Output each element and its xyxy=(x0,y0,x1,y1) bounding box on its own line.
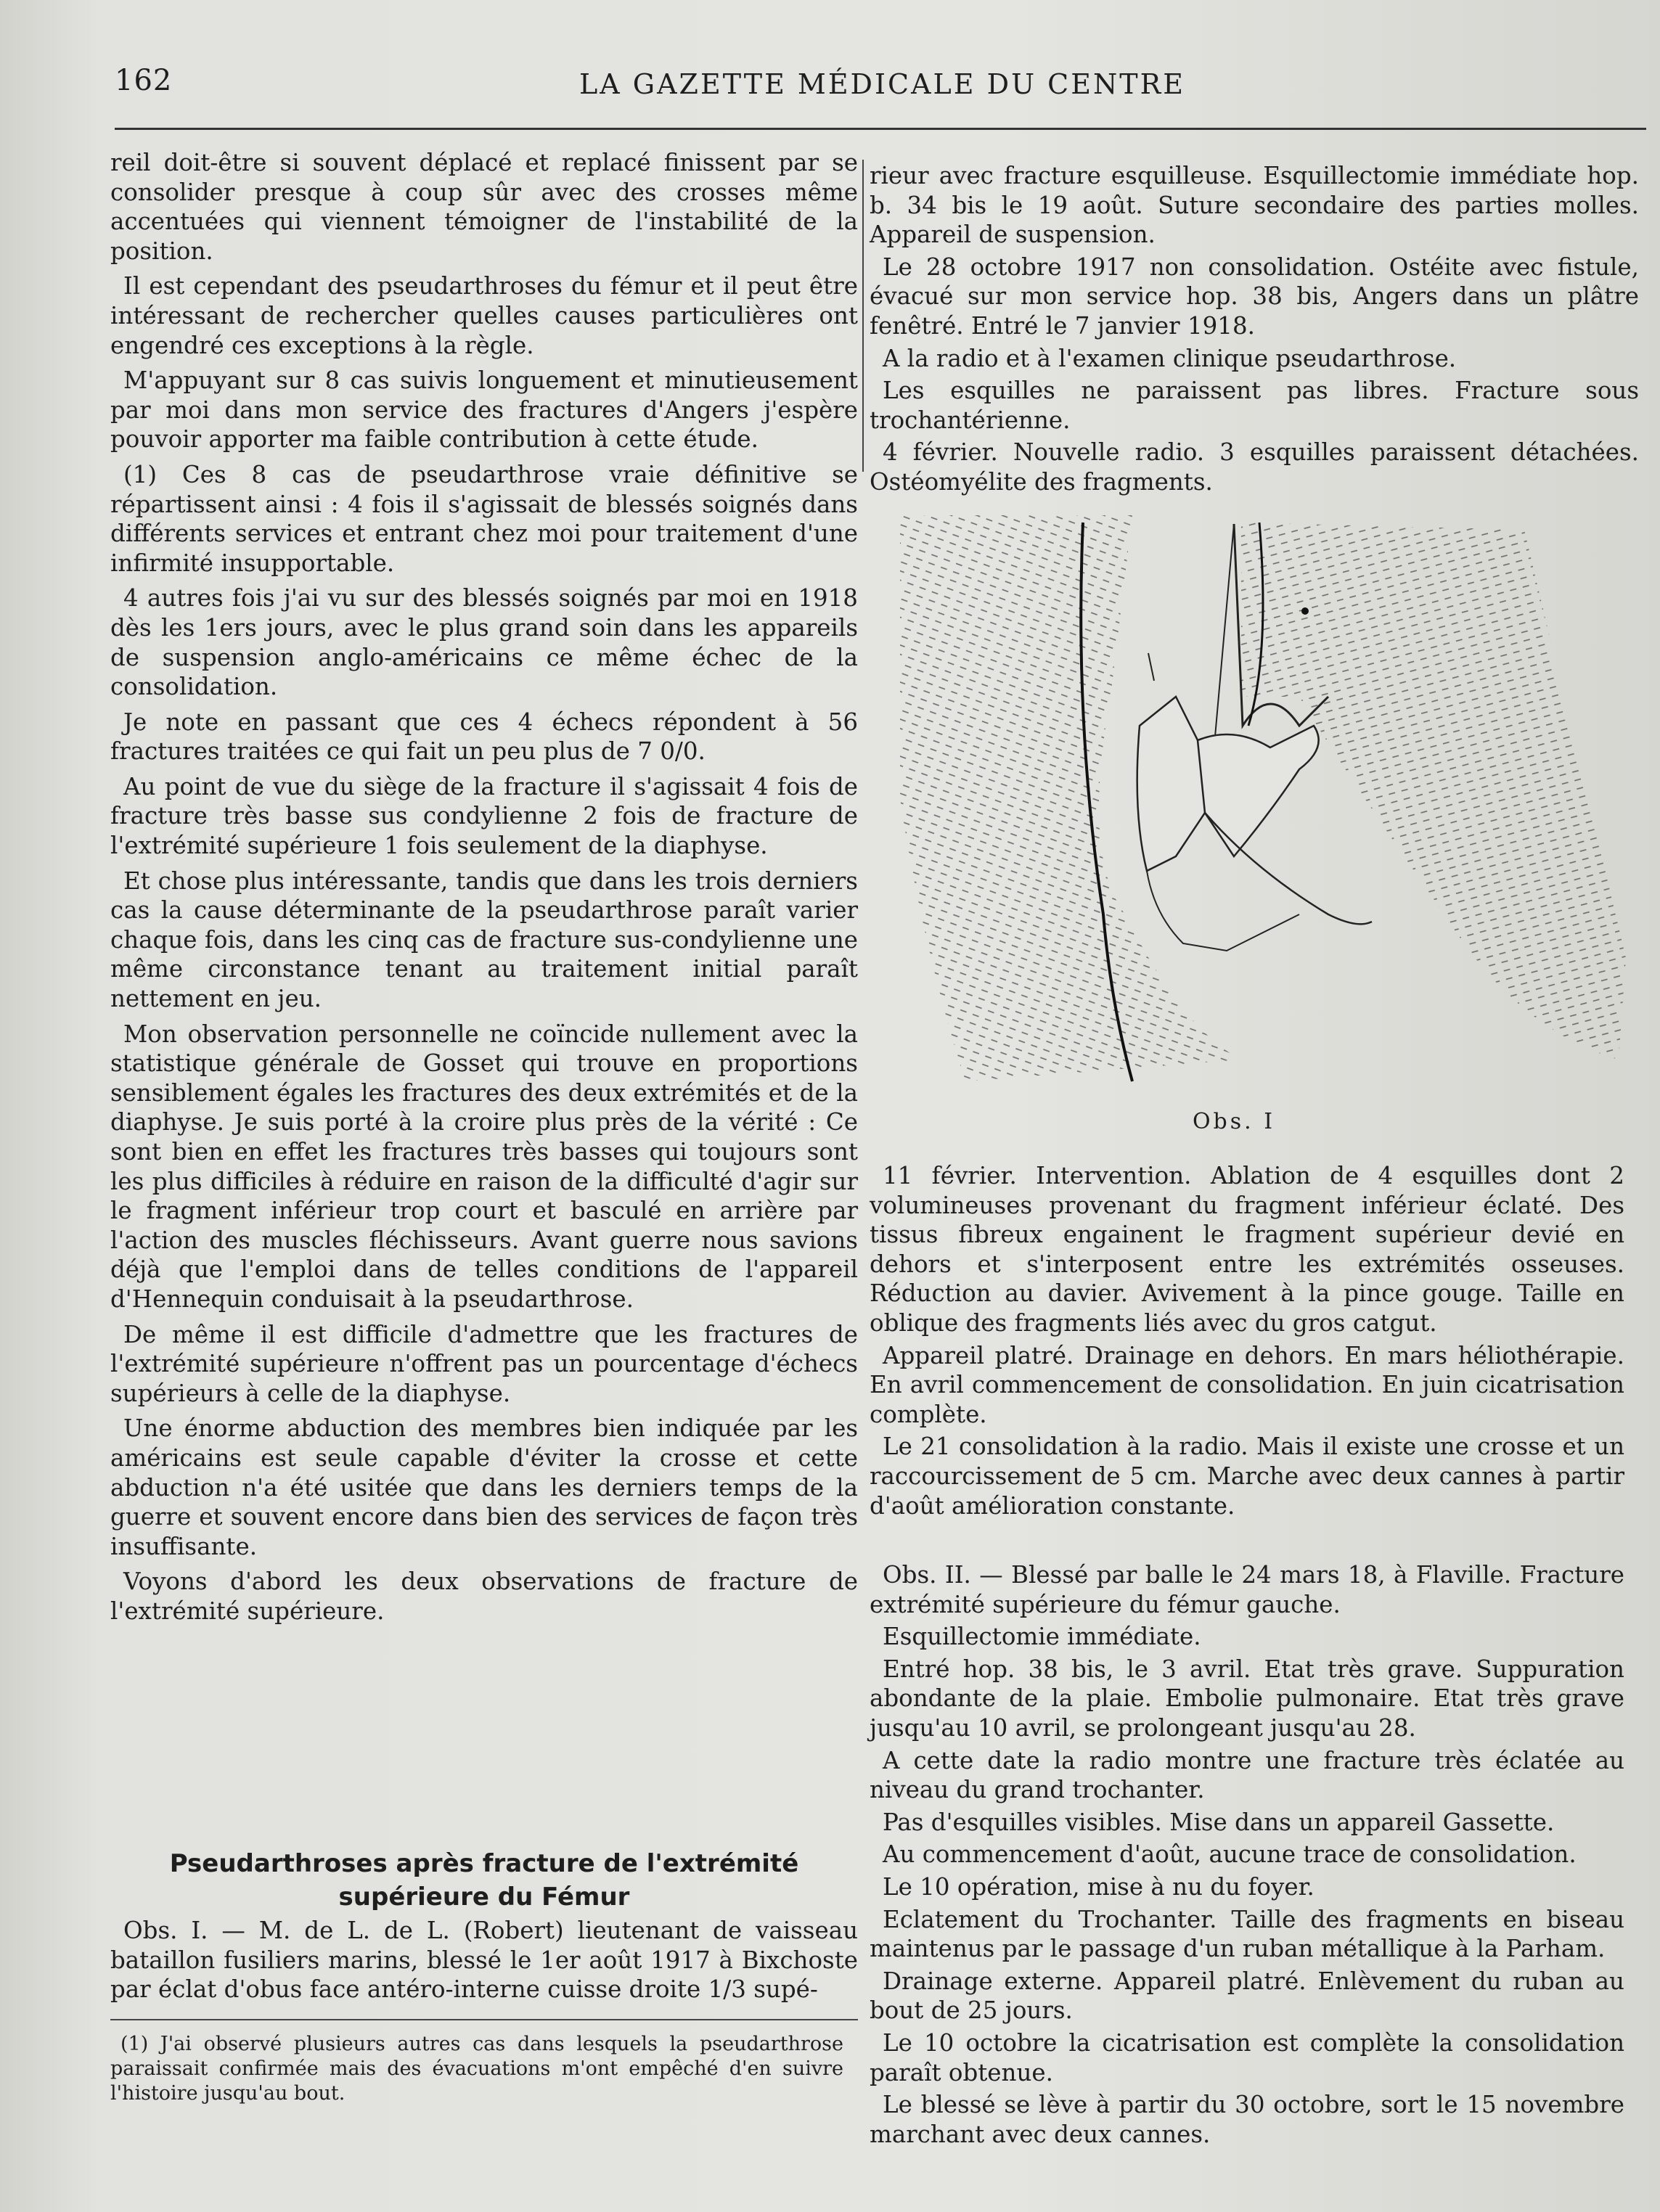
right-column-bottom xyxy=(870,1560,1624,2152)
right-paragraph: Pas d'esquilles visibles. Mise dans un appareil Gassette. xyxy=(883,1808,1555,1836)
section-heading-line: supérieure du Fémur xyxy=(338,1883,630,1912)
right-paragraph: Le 21 consolidation à la radio. Mais il existe une crosse et un raccourcissement de 5 cm. Marche avec deux cannes à partir d'août amélioration constante. xyxy=(870,1433,1624,1520)
column-divider xyxy=(862,160,864,472)
page-header xyxy=(115,64,1646,107)
header-rule xyxy=(115,128,1646,130)
right-paragraph: Appareil platré. Drainage en dehors. En mars héliothérapie. En avril commencement de consolidation. En juin cicatrisation complète. xyxy=(870,1341,1624,1428)
xray-sketch xyxy=(893,508,1640,1103)
right-paragraph: Le 28 octobre 1917 non consolidation. Ostéite avec fistule, évacué sur mon service hop. 38 bis, Angers dans un plâtre fenêtré. Entré le 7 janvier 1918. xyxy=(870,253,1639,340)
right-paragraph: Le blessé se lève à partir du 30 octobre, sort le 15 novembre marchant avec deux cannes. xyxy=(870,2091,1624,2148)
section-heading xyxy=(110,1847,858,1914)
right-column-middle xyxy=(870,1161,1624,1523)
left-paragraph: Et chose plus intéressante, tandis que dans les trois derniers cas la cause déterminante de la pseudarthrose paraît varier chaque fois, dans les cinq cas de fracture sus-condylienne une même circonstance tenant au traitement initial paraît nettement en jeu. xyxy=(110,867,858,1013)
right-column-top xyxy=(870,161,1639,500)
bone-fragment xyxy=(1198,726,1319,856)
soft-tissue-right xyxy=(1241,523,1626,1060)
right-paragraph: Esquillectomie immédiate. xyxy=(883,1623,1201,1651)
left-paragraph: Voyons d'abord les deux observations de fracture de l'extrémité supérieure. xyxy=(110,1568,858,1625)
left-paragraph: Une énorme abduction des membres bien indiquée par les américains est seule capable d'éviter la crosse et cette abduction n'a été usitée que dans les derniers temps de la guerre et souvent encore dans bien des services de façon très insuffisante. xyxy=(110,1414,858,1560)
right-paragraph: rieur avec fracture esquilleuse. Esquillectomie immédiate hop. b. 34 bis le 19 août. Suture secondaire des parties molles. Appareil de suspension. xyxy=(870,162,1639,249)
left-paragraph: Au point de vue du siège de la fracture il s'agissait 4 fois de fracture très basse sus condylienne 2 fois de fracture de l'extrémité supérieure 1 fois seulement de la diaphyse. xyxy=(110,772,858,860)
lower-fragment-outline xyxy=(1147,871,1299,951)
left-paragraph: Je note en passant que ces 4 échecs répondent à 56 fractures traitées ce qui fait un peu plus de 7 0/0. xyxy=(110,708,858,766)
bone-edge xyxy=(1212,524,1234,769)
right-paragraph: A la radio et à l'examen clinique pseudarthrose. xyxy=(883,344,1457,372)
left-paragraph: reil doit-être si souvent déplacé et replacé finissent par se consolider presque à coup sûr avec des crosses même accentuées qui viennent témoigner de l'instabilité de la position. xyxy=(110,149,858,265)
right-paragraph: Entré hop. 38 bis, le 3 avril. Etat très grave. Suppuration abondante de la plaie. Embolie pulmonaire. Etat très grave jusqu'au 10 avril, se prolongeant jusqu'au 28. xyxy=(870,1655,1624,1742)
right-paragraph: 4 février. Nouvelle radio. 3 esquilles paraissent détachées. Ostéomyélite des fragments. xyxy=(870,438,1639,496)
obs1-intro-text: Obs. I. — M. de L. de L. (Robert) lieutenant de vaisseau bataillon fusiliers marins, blessé le 1er août 1917 à Bixchoste par éclat d'obus face antéro-interne cuisse droite 1/3 supé- xyxy=(110,1917,858,2004)
marker-dot xyxy=(1301,607,1309,615)
right-paragraph: 11 février. Intervention. Ablation de 4 esquilles dont 2 volumineuses provenant du fragment inférieur éclaté. Des tissus fibreux engainent le fragment supérieur devié en dehors et s'interposent entre les extrémités osseuses. Réduction au davier. Avivement à la pince gouge. Taille en oblique des fragments liés avec du gros catgut. xyxy=(870,1162,1624,1337)
obs1-intro xyxy=(110,1916,858,2004)
section-heading-line: Pseudarthroses après fracture de l'extrémité xyxy=(169,1849,799,1878)
left-paragraph: (1) Ces 8 cas de pseudarthrose vraie définitive se répartissent ainsi : 4 fois il s'agissait de blessés soignés dans différents services et entrant chez moi pour traitement d'une infirmité insupportable. xyxy=(110,460,858,577)
right-paragraph: Le 10 octobre la cicatrisation est complète la consolidation paraît obtenue. xyxy=(870,2028,1624,2086)
left-paragraph: M'appuyant sur 8 cas suivis longuement et minutieusement par moi dans mon service des fractures d'Angers j'espère pouvoir apporter ma faible contribution à cette étude. xyxy=(110,366,858,454)
footnote-rule xyxy=(110,2019,858,2020)
left-paragraph: De même il est difficile d'admettre que les fractures de l'extrémité supérieure n'offrent pas un pourcentage d'échecs supérieurs à celle de la diaphyse. xyxy=(110,1320,858,1407)
left-paragraph: 4 autres fois j'ai vu sur des blessés soignés par moi en 1918 dès les 1ers jours, avec le plus grand soin dans les appareils de suspension anglo-américains ce même échec de la consolidation. xyxy=(110,584,858,701)
page-number: 162 xyxy=(115,64,173,97)
right-paragraph: Au commencement d'août, aucune trace de consolidation. xyxy=(883,1840,1577,1869)
right-paragraph: Les esquilles ne paraissent pas libres. Fracture sous trochantérienne. xyxy=(870,377,1639,434)
right-paragraph: Drainage externe. Appareil platré. Enlèvement du ruban au bout de 25 jours. xyxy=(870,1967,1624,2025)
figure-caption: Obs. I xyxy=(1192,1109,1276,1134)
left-paragraph: Mon observation personnelle ne coïncide nullement avec la statistique générale de Gosset qui trouve en proportions sensiblement égales les fractures des deux extrémités et de la diaphyse. Je suis porté à la croire plus près de la vérité : Ce sont bien en effet les fractures très basses qui toujours sont les plus difficiles à réduire en raison de la difficulté d'agir sur le fragment inférieur trop court et basculé en arrière par l'action des muscles fléchisseurs. Avant guerre nous savions déjà que l'emploi dans de telles conditions de l'appareil d'Hennequin conduisait à la pseudarthrose. xyxy=(110,1020,858,1313)
right-paragraph: Eclatement du Trochanter. Taille des fragments en biseau maintenus par le passage d'un ruban métallique à la Parham. xyxy=(870,1905,1624,1963)
right-paragraph: Le 10 opération, mise à nu du foyer. xyxy=(883,1872,1314,1901)
left-column xyxy=(110,148,858,1632)
bone-fragment xyxy=(1137,697,1211,871)
xray-sketch-figure xyxy=(893,508,1640,1103)
right-paragraph: Obs. II. — Blessé par balle le 24 mars 18, à Flaville. Fracture extrémité supérieure du fémur gauche. xyxy=(870,1561,1624,1618)
left-paragraph: Il est cependant des pseudarthroses du fémur et il peut être intéressant de rechercher quelles causes particulières ont engendré ces exceptions à la règle. xyxy=(110,272,858,359)
right-paragraph: A cette date la radio montre une fracture très éclatée au niveau du grand trochanter. xyxy=(870,1746,1624,1804)
fissure-line xyxy=(1148,653,1154,681)
footnote xyxy=(110,2032,843,2106)
footnote-text: (1) J'ai observé plusieurs autres cas dans lesquels la pseudarthrose paraissait confirmée mais des évacuations m'ont empêché d'en suivre l'histoire jusqu'au bout. xyxy=(110,2033,843,2105)
journal-title: LA GAZETTE MÉDICALE DU CENTRE xyxy=(579,68,1185,100)
